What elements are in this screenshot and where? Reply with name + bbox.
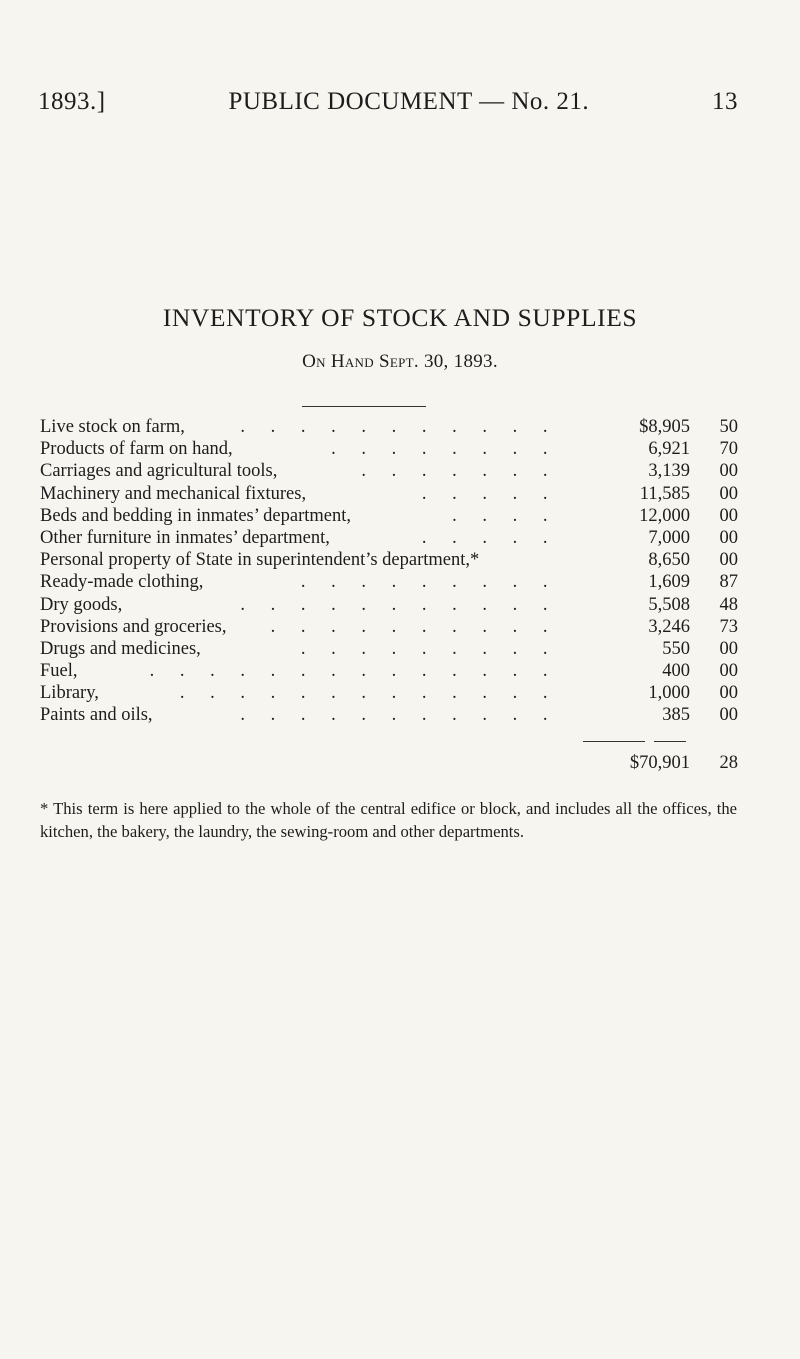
item-dollars: 1,609 [648, 572, 690, 593]
inventory-row [40, 527, 740, 549]
dot-leaders: . . . . . . . . [331, 439, 558, 460]
item-label: Drugs and medicines, [40, 638, 201, 659]
dot-leaders: . . . . . . . . . . . . . . [149, 661, 558, 682]
item-cents: 00 [719, 638, 738, 659]
item-label: Provisions and groceries, [40, 616, 227, 637]
total-row [40, 753, 740, 777]
header-year: 1893.] [38, 88, 106, 115]
dot-leaders: . . . . . [421, 527, 558, 548]
item-label: Fuel, [40, 661, 78, 682]
page-number: 13 [712, 88, 738, 115]
total-cents: 28 [719, 753, 738, 773]
item-label: Machinery and mechanical fixtures, [40, 483, 307, 504]
item-cents: 00 [719, 461, 738, 482]
page-subtitle: On Hand Sept. 30, 1893. [302, 351, 498, 372]
item-cents: 48 [719, 594, 738, 615]
item-label: Carriages and agricultural tools, [40, 461, 278, 482]
item-dollars: 5,508 [648, 594, 690, 615]
inventory-row [40, 571, 740, 593]
item-dollars: 3,139 [648, 461, 690, 482]
inventory-row [40, 460, 740, 482]
item-cents: 87 [719, 572, 738, 593]
dot-leaders: . . . . [452, 505, 558, 526]
inventory-row [40, 438, 740, 460]
item-dollars: 11,585 [639, 483, 690, 504]
dot-leaders: . . . . . [421, 483, 558, 504]
item-label: Other furniture in inmates’ department, [40, 527, 330, 548]
item-label: Personal property of State in superintendent’s department,* [40, 550, 480, 571]
item-dollars: 12,000 [639, 505, 690, 526]
item-dollars: $8,905 [639, 417, 690, 437]
inventory-row [40, 549, 740, 571]
item-label: Dry goods, [40, 594, 123, 615]
dot-leaders: . . . . . . . . . [300, 572, 558, 593]
dot-leaders: . . . . . . . . . [300, 638, 558, 659]
inventory-row [40, 616, 740, 638]
item-cents: 00 [719, 505, 738, 526]
item-label: Live stock on farm, [40, 417, 185, 437]
item-cents: 00 [719, 550, 738, 571]
total-dollars: $70,901 [629, 753, 690, 773]
item-cents: 00 [719, 483, 738, 504]
dot-leaders: . . . . . . . . . . [270, 616, 558, 637]
item-dollars: 6,921 [648, 439, 690, 460]
running-head [38, 88, 738, 116]
item-cents: 00 [719, 661, 738, 682]
item-label: Paints and oils, [40, 705, 153, 726]
dot-leaders: . . . . . . . [361, 461, 558, 482]
item-dollars: 3,246 [648, 616, 690, 637]
dot-leaders: . . . . . . . . . . . . . [179, 683, 558, 704]
page-title: INVENTORY OF STOCK AND SUPPLIES [162, 303, 638, 332]
item-dollars: 400 [662, 661, 690, 682]
item-cents: 70 [719, 439, 738, 460]
sum-rule-dollars [583, 741, 645, 742]
dot-leaders: . . . . . . . . . . . [240, 594, 558, 615]
item-label: Ready-made clothing, [40, 572, 204, 593]
inventory-row [40, 660, 740, 682]
dot-leaders: . . . . . . . . . . . [240, 417, 558, 437]
inventory-row [40, 594, 740, 616]
item-cents: 50 [719, 417, 738, 437]
sum-rule-cents [654, 741, 686, 742]
item-label: Library, [40, 683, 99, 704]
title-rule [302, 406, 426, 407]
item-label: Products of farm on hand, [40, 439, 233, 460]
item-cents: 73 [719, 616, 738, 637]
item-dollars: 385 [662, 705, 690, 726]
item-dollars: 1,000 [648, 683, 690, 704]
footnote: * This term is here applied to the whole of the central edifice or block, and includes all the offices, the kitchen, the bakery, the laundry, the sewing-room and other departments. [40, 799, 737, 841]
inventory-row [40, 416, 740, 438]
inventory-row [40, 682, 740, 704]
item-label: Beds and bedding in inmates’ department, [40, 505, 351, 526]
item-dollars: 550 [662, 638, 690, 659]
item-cents: 00 [719, 527, 738, 548]
item-cents: 00 [719, 705, 738, 726]
inventory-row [40, 704, 740, 726]
item-dollars: 7,000 [648, 527, 690, 548]
inventory-table [40, 416, 740, 727]
dot-leaders: . . . . . . . . . . . [240, 705, 558, 726]
header-document: PUBLIC DOCUMENT — No. 21. [228, 88, 590, 115]
inventory-row [40, 505, 740, 527]
item-cents: 00 [719, 683, 738, 704]
item-dollars: 8,650 [648, 550, 690, 571]
inventory-row [40, 483, 740, 505]
inventory-row [40, 638, 740, 660]
